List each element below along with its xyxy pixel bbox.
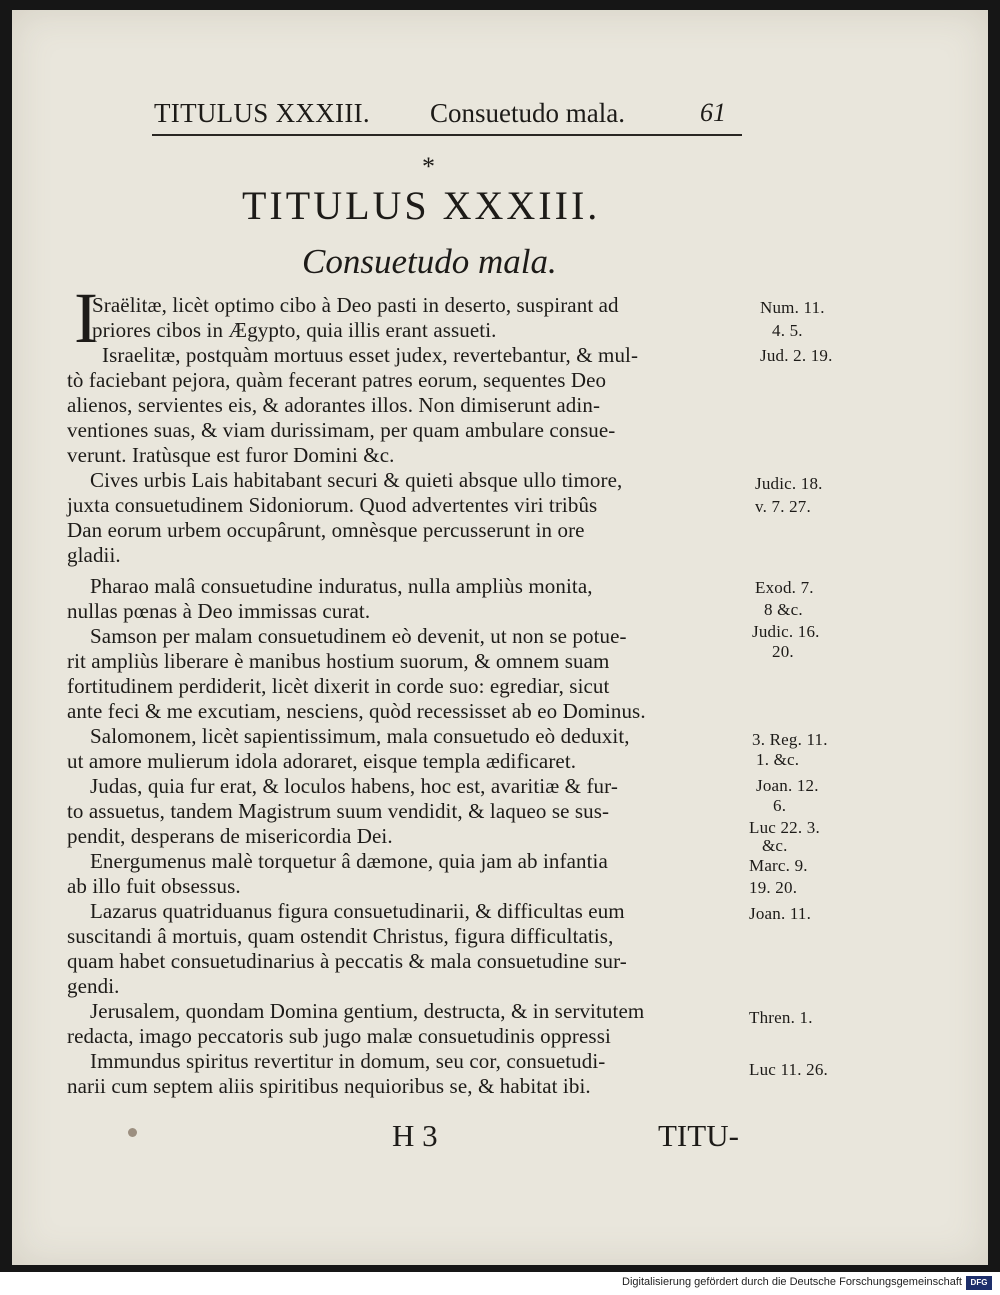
margin-note: Num. 11. [760, 298, 825, 317]
ornament-asterisk: * [422, 152, 435, 181]
text-line: Lazarus quatriduanus figura consuetudinarii, & difficultas eum [90, 899, 625, 923]
text-line: fortitudinem perdiderit, licèt dixerit in corde suo: egrediar, sicut [67, 674, 610, 698]
book-page [12, 10, 988, 1265]
text-line: suscitandi â mortuis, quam ostendit Christus, figura difficultatis, [67, 924, 614, 948]
text-line: Sraëlitæ, licèt optimo cibo à Deo pasti in deserto, suspirant ad [92, 293, 619, 317]
text-line: tò faciebant pejora, quàm fecerant patres eorum, sequentes Deo [67, 368, 607, 392]
text-line: ante feci & me excutiam, nesciens, quòd recessisset ab eo Dominus. [67, 699, 646, 723]
text-line: ut amore mulierum idola adoraret, eisque templa ædificaret. [67, 749, 577, 773]
text-line: Dan eorum urbem occupârunt, omnèsque percusserunt in ore [67, 518, 585, 542]
section-subtitle: Consuetudo mala. [302, 242, 557, 281]
text-line: gladii. [67, 543, 121, 567]
text-line: pendit, desperans de misericordia Dei. [67, 824, 393, 848]
header-rule [152, 134, 742, 136]
margin-note: 1. &c. [756, 750, 800, 769]
margin-note: Jud. 2. 19. [760, 346, 833, 365]
margin-note: 4. 5. [772, 321, 803, 340]
funding-credit: Digitalisierung gefördert durch die Deutsche Forschungsgemeinschaft [622, 1276, 962, 1288]
margin-note: 3. Reg. 11. [752, 730, 828, 749]
section-title: TITULUS XXXIII. [242, 183, 601, 228]
footer-bar [0, 1272, 1000, 1295]
drop-cap: I [74, 278, 98, 358]
text-line: Israelitæ, postquàm mortuus esset judex, revertebantur, & mul- [102, 343, 639, 367]
running-head-middle: Consuetudo mala. [430, 98, 625, 128]
margin-note: Thren. 1. [749, 1008, 813, 1027]
text-line: juxta consuetudinem Sidoniorum. Quod advertentes viri tribûs [67, 493, 598, 517]
text-line: to assuetus, tandem Magistrum suum vendidit, & laqueo se sus- [67, 799, 610, 823]
text-line: rit ampliùs liberare è manibus hostium suorum, & omnem suam [67, 649, 610, 673]
text-line: ab illo fuit obsessus. [67, 874, 241, 898]
margin-note: v. 7. 27. [755, 497, 811, 516]
text-line: Judas, quia fur erat, & loculos habens, hoc est, avaritiæ & fur- [90, 774, 618, 798]
margin-note: 20. [772, 642, 794, 661]
signature-mark: H 3 [392, 1118, 438, 1153]
margin-note: 8 &c. [764, 600, 803, 619]
paper-stain [128, 1128, 137, 1137]
margin-note: Luc 22. 3. [749, 818, 820, 837]
margin-note: Judic. 18. [755, 474, 823, 493]
text-line: narii cum septem aliis spiritibus nequioribus se, & habitat ibi. [67, 1074, 591, 1098]
text-line: redacta, imago peccatoris sub jugo malæ consuetudinis oppressi [67, 1024, 611, 1048]
text-line: Immundus spiritus revertitur in domum, seu cor, consuetudi- [90, 1049, 606, 1073]
text-line: alienos, servientes eis, & adorantes illos. Non dimiserunt adin- [67, 393, 601, 417]
dfg-logo-icon: DFG [966, 1276, 992, 1290]
margin-note: Exod. 7. [755, 578, 814, 597]
catchword: TITU- [658, 1118, 739, 1153]
page-number: 61 [700, 98, 726, 127]
text-line: ventiones suas, & viam durissimam, per quam ambulare consue- [67, 418, 616, 442]
text-line: Samson per malam consuetudinem eò devenit, ut non se potue- [90, 624, 627, 648]
text-line: Salomonem, licèt sapientissimum, mala consuetudo eò deduxit, [90, 724, 630, 748]
margin-note: Marc. 9. [749, 856, 808, 875]
text-line: Pharao malâ consuetudine induratus, nulla ampliùs monita, [90, 574, 593, 598]
text-line: priores cibos in Ægypto, quia illis erant assueti. [92, 318, 497, 342]
text-line: Cives urbis Lais habitabant securi & quieti absque ullo timore, [90, 468, 623, 492]
margin-note: Joan. 12. [756, 776, 819, 795]
text-line: quam habet consuetudinarius à peccatis & mala consuetudine sur- [67, 949, 627, 973]
running-head-left: TITULUS XXXIII. [154, 98, 370, 128]
text-line: Energumenus malè torquetur â dæmone, quia jam ab infantia [90, 849, 608, 873]
text-line: nullas pœnas à Deo immissas curat. [67, 599, 371, 623]
margin-note: &c. [762, 836, 788, 855]
margin-note: Luc 11. 26. [749, 1060, 828, 1079]
text-line: gendi. [67, 974, 120, 998]
text-line: verunt. Iratùsque est furor Domini &c. [67, 443, 395, 467]
margin-note: 6. [773, 796, 787, 815]
margin-note: 19. 20. [749, 878, 798, 897]
text-line: Jerusalem, quondam Domina gentium, destructa, & in servitutem [90, 999, 645, 1023]
margin-note: Judic. 16. [752, 622, 820, 641]
margin-note: Joan. 11. [749, 904, 812, 923]
